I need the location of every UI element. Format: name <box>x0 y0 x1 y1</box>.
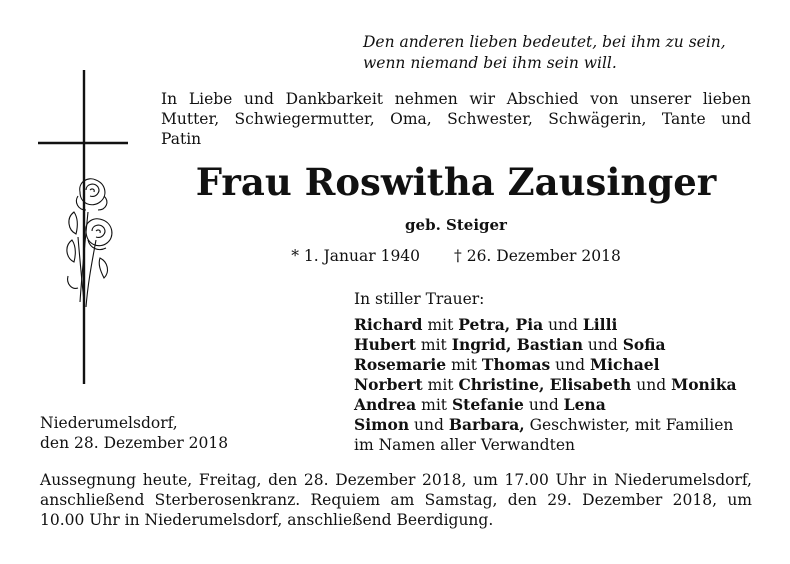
birth-date: * 1. Januar 1940 <box>291 247 421 265</box>
intro-paragraph <box>161 89 751 149</box>
mourner-row: Norbert mit Christine, Elisabeth und Monika <box>354 375 737 394</box>
quote-line: Den anderen lieben bedeutet, bei ihm zu sein, <box>363 33 726 51</box>
deceased-name: Frau Roswitha Zausinger <box>195 160 717 204</box>
funeral-line: 10.00 Uhr in Niederumelsdorf, anschließend Beerdigung. <box>40 511 494 529</box>
funeral-line: anschließend Sterberosenkranz. Requiem am Samstag, den 29. Dezember 2018, um <box>40 491 752 509</box>
intro-line: In Liebe und Dankbarkeit nehmen wir Abschied von unserer lieben <box>161 90 751 108</box>
mourner-row: Richard mit Petra, Pia und Lilli <box>354 315 618 334</box>
date-line: den 28. Dezember 2018 <box>40 434 229 452</box>
mourners-closing: im Namen aller Verwandten <box>354 436 575 454</box>
funeral-line: Aussegnung heute, Freitag, den 28. Dezember 2018, um 17.00 Uhr in Niederumelsdorf, <box>40 471 752 489</box>
mourner-row: Rosemarie mit Thomas und Michael <box>354 355 660 374</box>
intro-line: Patin <box>161 130 202 148</box>
mourner-row: Simon und Barbara, Geschwister, mit Familien <box>354 415 734 434</box>
cross-with-roses-icon <box>30 62 140 392</box>
quote-line: wenn niemand bei ihm sein will. <box>363 54 617 72</box>
place-line: Niederumelsdorf, <box>40 414 178 432</box>
funeral-details <box>40 470 752 530</box>
death-date: † 26. Dezember 2018 <box>454 247 621 265</box>
place-and-date <box>40 413 340 453</box>
life-dates <box>161 246 751 266</box>
mourner-row: Andrea mit Stefanie und Lena <box>354 395 606 414</box>
mourner-row: Hubert mit Ingrid, Bastian und Sofia <box>354 335 666 354</box>
maiden-name: geb. Steiger <box>405 216 507 234</box>
intro-line: Mutter, Schwiegermutter, Oma, Schwester, Schwägerin, Tante und <box>161 110 751 128</box>
mourners-list <box>354 289 764 455</box>
memorial-quote <box>363 32 763 74</box>
mourners-heading: In stiller Trauer: <box>354 290 485 308</box>
